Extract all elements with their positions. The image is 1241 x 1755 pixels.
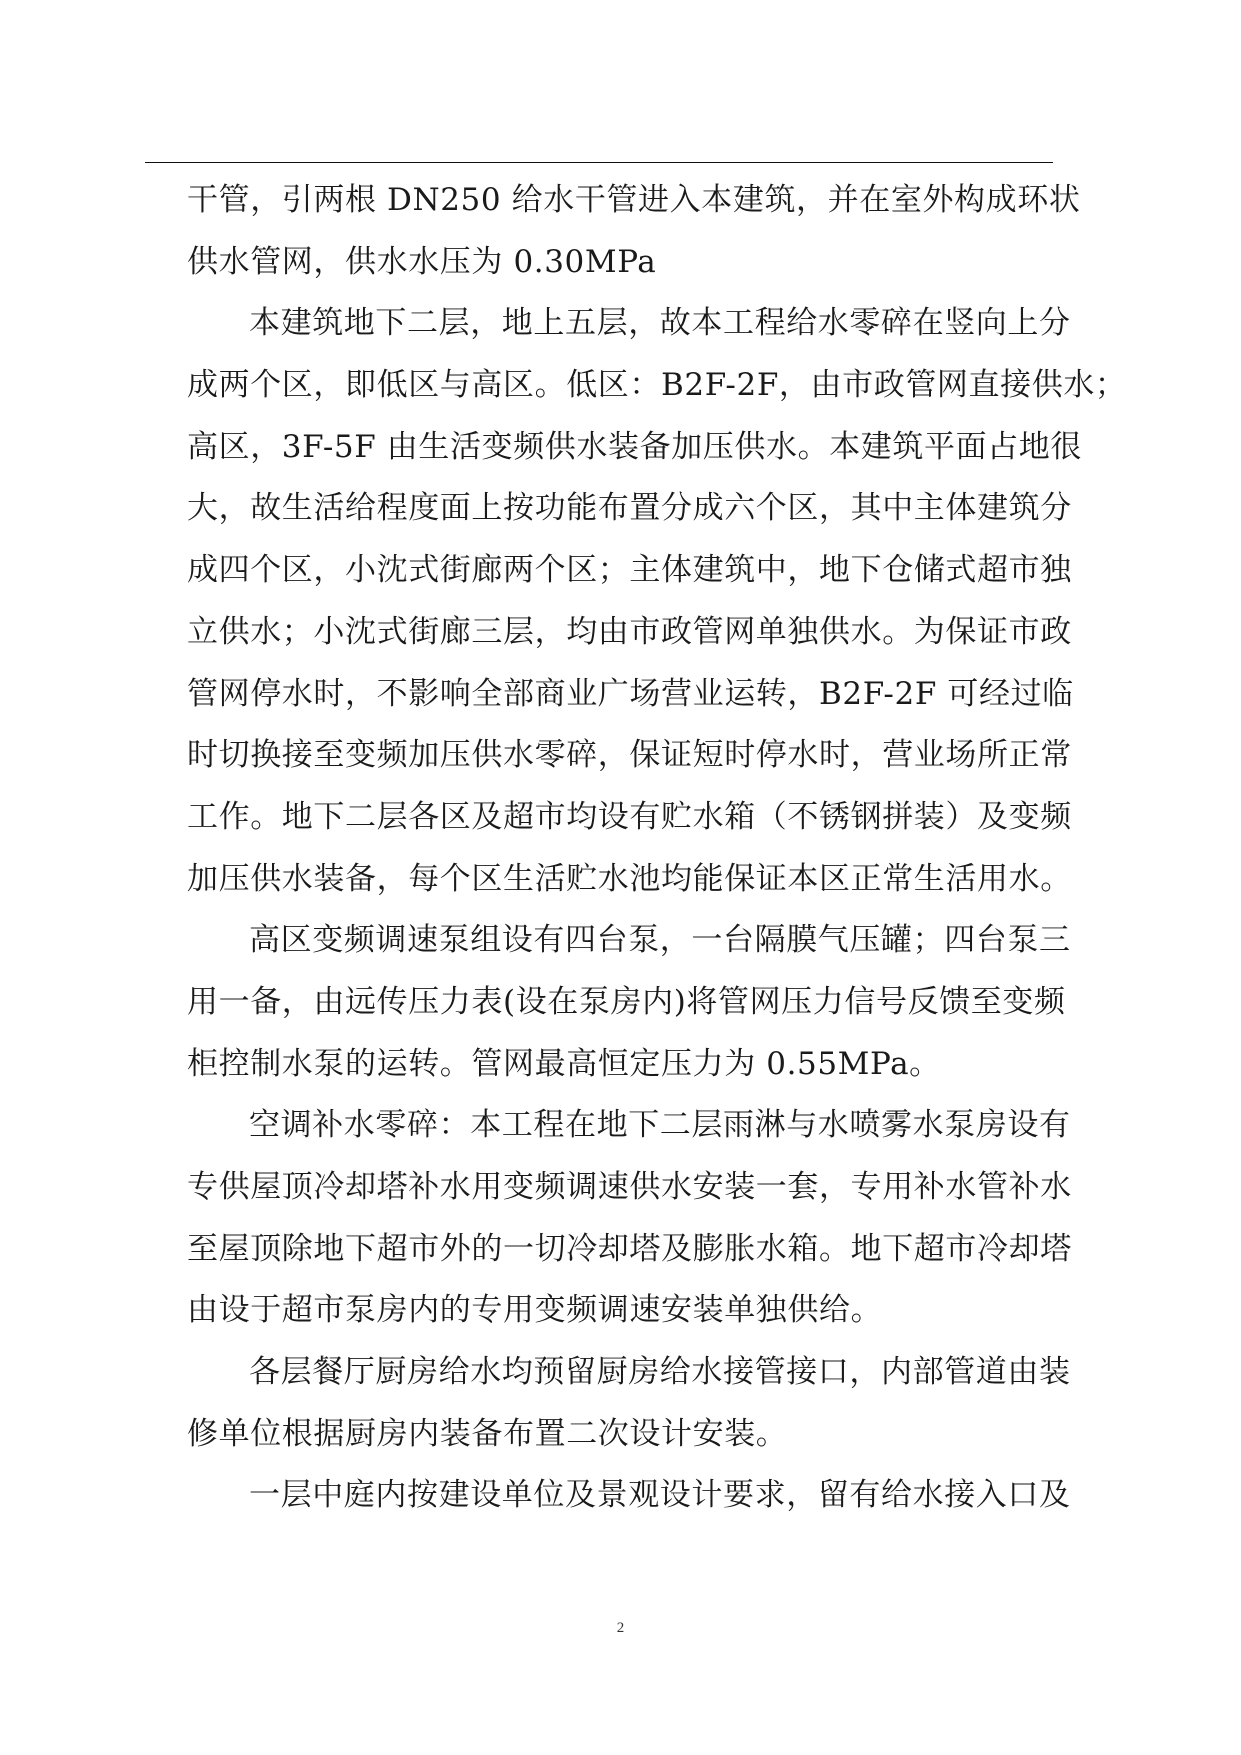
- text-line: 工作。地下二层各区及超市均设有贮水箱（不锈钢拼装）及变频: [187, 798, 1072, 835]
- text-line: 专供屋顶冷却塔补水用变频调速供水安装一套，专用补水管补水: [187, 1169, 1072, 1205]
- text-line: 柜控制水泵的运转。管网最高恒定压力为 0.55MPa。: [187, 1045, 941, 1082]
- header-rule: [145, 162, 1053, 163]
- paragraph-kitchen-supply: [187, 1342, 1071, 1465]
- paragraph-zoning: [187, 293, 1127, 910]
- text-line: 各层餐厅厨房给水均预留厨房给水接管接口，内部管道由装: [249, 1354, 1071, 1391]
- text-line: 干管，引两根 DN250 给水干管进入本建筑，并在室外构成环状: [187, 182, 1081, 218]
- paragraph-ac-makeup-water: [187, 1095, 1072, 1342]
- text-line: 高区变频调速泵组设有四台泵，一台隔膜气压罐；四台泵三: [249, 922, 1071, 959]
- text-line: 大，故生活给程度面上按功能布置分成六个区，其中主体建筑分: [187, 490, 1072, 527]
- text-line: 成两个区，即低区与高区。低区：B2F-2F，由市政管网直接供水；: [187, 367, 1127, 404]
- text-line: 供水管网，供水水压为 0.30MPa: [187, 243, 657, 280]
- text-line: 加压供水装备，每个区生活贮水池均能保证本区正常生活用水。: [187, 860, 1072, 897]
- text-line: 修单位根据厨房内装备布置二次设计安装。: [187, 1415, 788, 1452]
- text-line: 管网停水时，不影响全部商业广场营业运转，B2F-2F 可经过临: [187, 675, 1074, 712]
- page-number: 2: [616, 1620, 625, 1636]
- text-line: 立供水；小沈式街廊三层，均由市政管网单独供水。为保证市政: [187, 613, 1072, 650]
- text-line: 本建筑地下二层，地上五层，故本工程给水零碎在竖向上分: [249, 305, 1071, 342]
- text-line: 高区，3F-5F 由生活变频供水装备加压供水。本建筑平面占地很: [187, 428, 1082, 465]
- text-line: 空调补水零碎：本工程在地下二层雨淋与水喷雾水泵房设有: [249, 1107, 1071, 1144]
- text-line: 时切换接至变频加压供水零碎，保证短时停水时，营业场所正常: [187, 737, 1072, 774]
- text-line: 一层中庭内按建设单位及景观设计要求，留有给水接入口及: [249, 1477, 1071, 1514]
- text-line: 成四个区，小沈式街廊两个区；主体建筑中，地下仓储式超市独: [187, 552, 1072, 589]
- document-body: [187, 170, 1127, 1527]
- text-line: 至屋顶除地下超市外的一切冷却塔及膨胀水箱。地下超市冷却塔: [187, 1230, 1072, 1267]
- paragraph-water-supply-mains: [187, 170, 1081, 293]
- text-line: 用一备，由远传压力表(设在泵房内)将管网压力信号反馈至变频: [187, 983, 1066, 1020]
- paragraph-pump-group: [187, 910, 1071, 1095]
- paragraph-atrium: [187, 1465, 1071, 1527]
- text-line: 由设于超市泵房内的专用变频调速安装单独供给。: [187, 1292, 883, 1329]
